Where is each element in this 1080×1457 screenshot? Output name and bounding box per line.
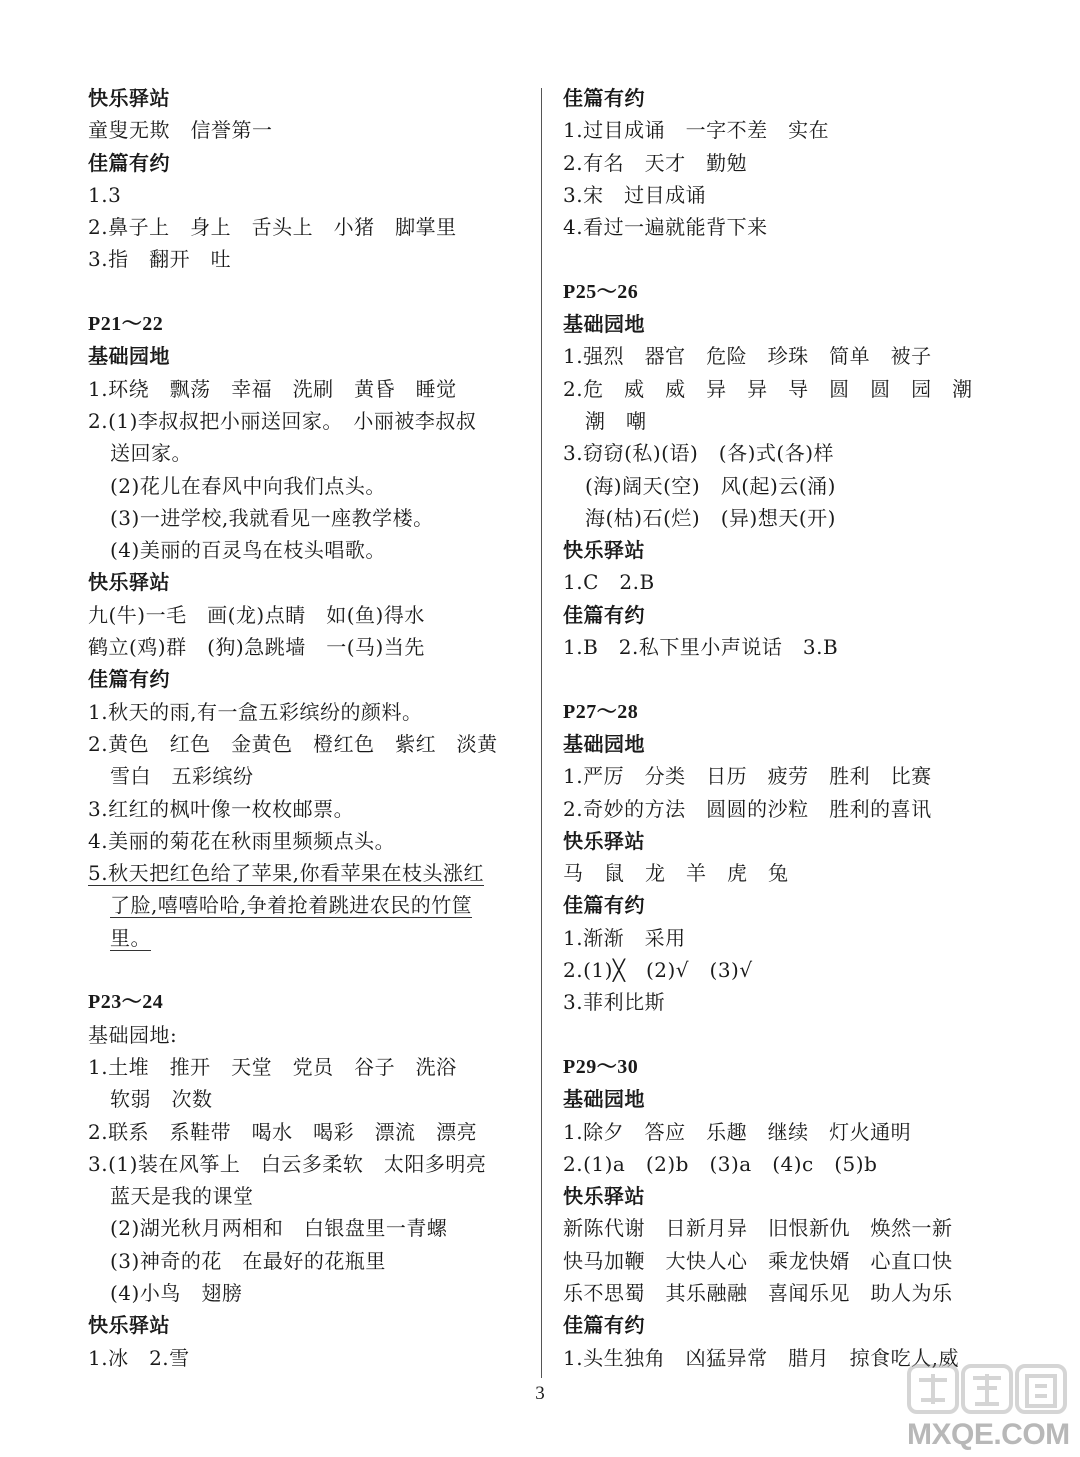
answer-line: (2)花儿在春风中向我们点头。	[110, 473, 386, 498]
section-heading: 佳篇有约	[563, 602, 645, 627]
answer-line	[88, 857, 528, 889]
answer-line: 3.(1)装在风筝上 白云多柔软 太阳多明亮	[88, 1151, 487, 1176]
spacer	[88, 276, 528, 308]
answer-line: 送回家。	[110, 441, 192, 466]
answer-line: 海(枯)石(烂) (异)想天(开)	[585, 505, 836, 530]
answer-line: (海)阔天(空) 风(起)云(涌)	[585, 473, 836, 498]
watermark-text: MXQE.COM	[907, 1418, 1070, 1451]
page-range-heading: P23～24	[88, 991, 164, 1014]
watermark-seal-icon	[905, 1360, 1070, 1418]
answer-line: (4)小鸟 翅膀	[110, 1280, 243, 1305]
answer-line: 2.有名 天才 勤勉	[563, 150, 748, 175]
answer-line: 1.土堆 推开 天堂 党员 谷子 洗浴	[88, 1054, 457, 1079]
underlined-answer: 里。	[110, 925, 151, 950]
section-heading: 快乐驿站	[563, 1184, 645, 1209]
page-range-heading: P25～26	[563, 280, 639, 303]
answer-line: 1.秋天的雨,有一盒五彩缤纷的颜料。	[88, 699, 423, 724]
answer-line: 4.看过一遍就能背下来	[563, 215, 768, 240]
answer-line: 雪白 五彩缤纷	[110, 764, 254, 789]
answer-line: 1.过目成诵 一字不差 实在	[563, 118, 830, 143]
answer-line: 1.C 2.B	[563, 570, 655, 595]
answer-line: 乐不思蜀 其乐融融 喜闻乐见 助人为乐	[563, 1280, 953, 1305]
answer-line: 3.红红的枫叶像一枚枚邮票。	[88, 796, 355, 821]
answer-line: 2.奇妙的方法 圆圆的沙粒 胜利的喜讯	[563, 796, 932, 821]
answer-line: 蓝天是我的课堂	[110, 1184, 254, 1209]
answer-line: 1.冰 2.雪	[88, 1345, 190, 1370]
section-heading: 基础园地	[88, 344, 170, 369]
right-column	[563, 82, 1003, 1374]
section-heading: 快乐驿站	[88, 86, 170, 110]
watermark	[905, 1360, 1070, 1452]
answer-line: 马 鼠 龙 羊 虎 兔	[563, 861, 789, 886]
answer-line: 2.(1)╳ (2)√ (3)√	[563, 958, 753, 983]
section-heading: 基础园地	[563, 312, 645, 337]
section-heading: 基础园地	[563, 1087, 645, 1112]
answer-line: 新陈代谢 日新月异 旧恨新仇 焕然一新	[563, 1216, 953, 1241]
answer-line: 1.严厉 分类 日历 疲劳 胜利 比赛	[563, 764, 932, 789]
section-heading: 佳篇有约	[563, 893, 645, 918]
answer-line	[88, 889, 528, 921]
answer-line: 4.美丽的菊花在秋雨里频频点头。	[88, 828, 396, 853]
section-heading: 佳篇有约	[88, 667, 170, 692]
answer-line: 2.(1)a (2)b (3)a (4)c (5)b	[563, 1151, 878, 1176]
answer-line: (2)湖光秋月两相和 白银盘里一青螺	[110, 1216, 448, 1241]
underlined-answer: 了脸,嘻嘻哈哈,争着抢着跳进农民的竹筐	[110, 893, 473, 918]
answer-line: 1.除夕 答应 乐趣 继续 灯火通明	[563, 1119, 912, 1144]
spacer	[563, 243, 1003, 275]
page-range-heading: P29～30	[563, 1055, 639, 1078]
answer-line: 2.联系 系鞋带 喝水 喝彩 漂流 漂亮	[88, 1119, 478, 1144]
section-heading: 快乐驿站	[88, 570, 170, 595]
answer-line: 1.头生独角 凶猛异常 腊月 掠食吃人,威	[563, 1345, 959, 1370]
spacer	[88, 954, 528, 986]
answer-line: 1.B 2.私下里小声说话 3.B	[563, 635, 839, 660]
section-heading: 佳篇有约	[88, 150, 170, 175]
answer-line	[88, 922, 528, 954]
spacer	[563, 663, 1003, 695]
section-heading: 基础园地	[563, 731, 645, 756]
answer-line: 九(牛)一毛 画(龙)点睛 如(鱼)得水	[88, 602, 425, 627]
section-heading: 佳篇有约	[563, 1313, 645, 1338]
answer-line: 3.窃窃(私)(语) (各)式(各)样	[563, 441, 835, 466]
section-heading: 基础园地:	[88, 1022, 178, 1047]
left-column	[88, 82, 528, 1374]
answer-line: 潮 嘲	[585, 408, 647, 433]
answer-line: 2.(1)李叔叔把小丽送回家。 小丽被李叔叔	[88, 408, 477, 433]
page-number: 3	[535, 1383, 545, 1404]
page-range-heading: P27～28	[563, 700, 639, 723]
answer-line: 1.3	[88, 182, 122, 207]
underlined-answer: 5.秋天把红色给了苹果,你看苹果在枝头涨红	[88, 861, 484, 886]
answer-line: (4)美丽的百灵鸟在枝头唱歌。	[110, 538, 386, 563]
answer-line: 软弱 次数	[110, 1087, 213, 1112]
answer-line: 3.指 翻开 吐	[88, 247, 232, 272]
answer-line: 1.环绕 飘荡 幸福 洗刷 黄昏 睡觉	[88, 376, 457, 401]
section-heading: 佳篇有约	[563, 86, 645, 110]
section-heading: 快乐驿站	[563, 828, 645, 853]
page-range-heading: P21～22	[88, 313, 164, 336]
answer-line: 2.黄色 红色 金黄色 橙红色 紫红 淡黄	[88, 731, 498, 756]
answer-line: (3)神奇的花 在最好的花瓶里	[110, 1248, 386, 1273]
answer-line: 3.菲利比斯	[563, 990, 666, 1015]
answer-line: (3)一进学校,我就看见一座教学楼。	[110, 505, 434, 530]
answer-line: 2.鼻子上 身上 舌头上 小猪 脚掌里	[88, 215, 457, 240]
answer-line: 1.渐渐 采用	[563, 925, 686, 950]
section-heading: 快乐驿站	[88, 1313, 170, 1338]
answer-line: 童叟无欺 信誉第一	[88, 118, 273, 143]
answer-line: 鹤立(鸡)群 (狗)急跳墙 一(马)当先	[88, 635, 425, 660]
answer-line: 2.危 威 威 异 异 导 圆 圆 园 潮	[563, 376, 973, 401]
column-divider	[541, 88, 542, 1378]
section-heading: 快乐驿站	[563, 538, 645, 563]
answer-line: 3.宋 过目成诵	[563, 182, 707, 207]
answer-line: 快马加鞭 大快人心 乘龙快婿 心直口快	[563, 1248, 953, 1273]
answer-line: 1.强烈 器官 危险 珍珠 简单 被子	[563, 344, 932, 369]
spacer	[563, 1019, 1003, 1051]
